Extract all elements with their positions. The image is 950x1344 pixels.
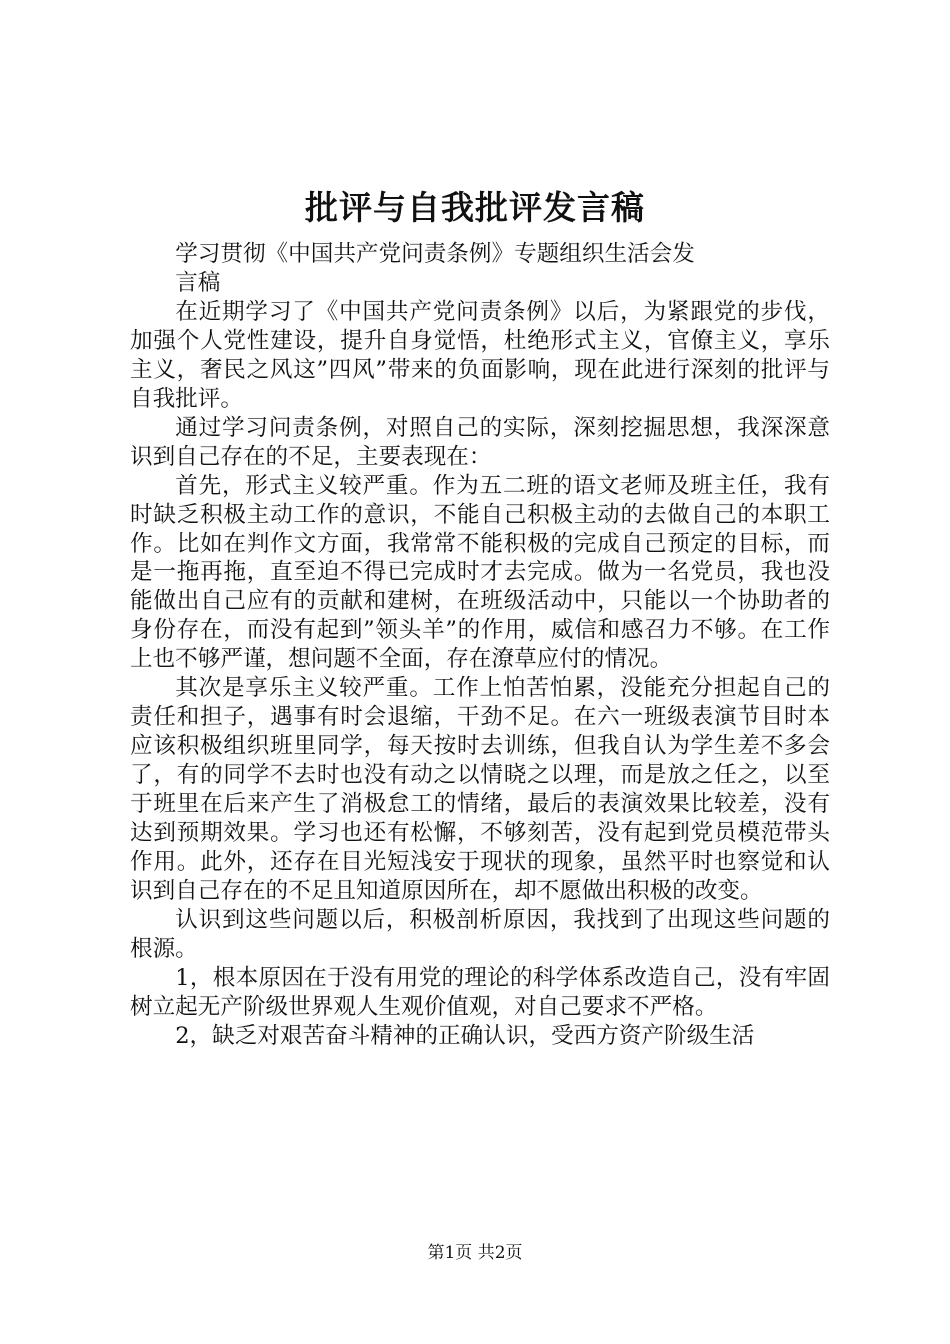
paragraph-hedonism: 其次是享乐主义较严重。工作上怕苦怕累，没能充分担起自己的责任和担子，遇事有时会退缩，干劲不足。在六一班级表演节目时本应该积极组织班里同学，每天按时去训练，但我自认为学生差不多会了，有的同学不去时也没有动之以情晓之以理，而是放之任之，以至于班里在后来产生了消极怠工的情绪，最后的表演效果比较差，没有达到预期效果。学习也还有松懈，不够刻苦，没有起到党员模范带头作用。此外，还存在目光短浅安于现状的现象，虽然平时也察觉和认识到自己存在的不足且知道原因所在，却不愿做出积极的改变。	[130, 675, 830, 904]
paragraph-formalism: 首先，形式主义较严重。作为五二班的语文老师及班主任，我有时缺乏积极主动工作的意识，不能自己积极主动的去做自己的本职工作。比如在判作文方面，我常常不能积极的完成自己预定的目标，而是一拖再拖，直至迫不得已完成时才去完成。做为一名党员，我也没能做出自己应有的贡献和建树，在班级活动中，只能以一个协助者的身份存在，而没有起到”领头羊”的作用，威信和感召力不够。在工作上也不够严谨，想问题不全面，存在潦草应付的情况。	[130, 472, 830, 673]
document-body	[130, 240, 830, 1051]
paragraph-root-causes-intro: 认识到这些问题以后，积极剖析原因，我找到了出现这些问题的根源。	[130, 906, 830, 962]
page-number-footer: 第1页 共2页	[427, 1243, 523, 1263]
document-title: 批评与自我批评发言稿	[305, 188, 645, 227]
paragraph-reflection: 通过学习问责条例，对照自己的实际，深刻挖掘思想，我深深意识到自己存在的不足，主要表现在：	[130, 414, 830, 470]
document-subtitle: 学习贯彻《中国共产党问责条例》专题组织生活会发言稿	[175, 241, 695, 296]
paragraph-cause-2: 2，缺乏对艰苦奋斗精神的正确认识，受西方资产阶级生活	[175, 1022, 755, 1049]
paragraph-cause-1: 1，根本原因在于没有用党的理论的科学体系改造自己，没有牢固树立起无产阶级世界观人生观价值观，对自己要求不严格。	[130, 964, 830, 1020]
paragraph-intro: 在近期学习了《中国共产党问责条例》以后，为紧跟党的步伐，加强个人党性建设，提升自身觉悟，杜绝形式主义，官僚主义，享乐主义，奢民之风这”四风”带来的负面影响，现在此进行深刻的批评与自我批评。	[130, 298, 830, 412]
